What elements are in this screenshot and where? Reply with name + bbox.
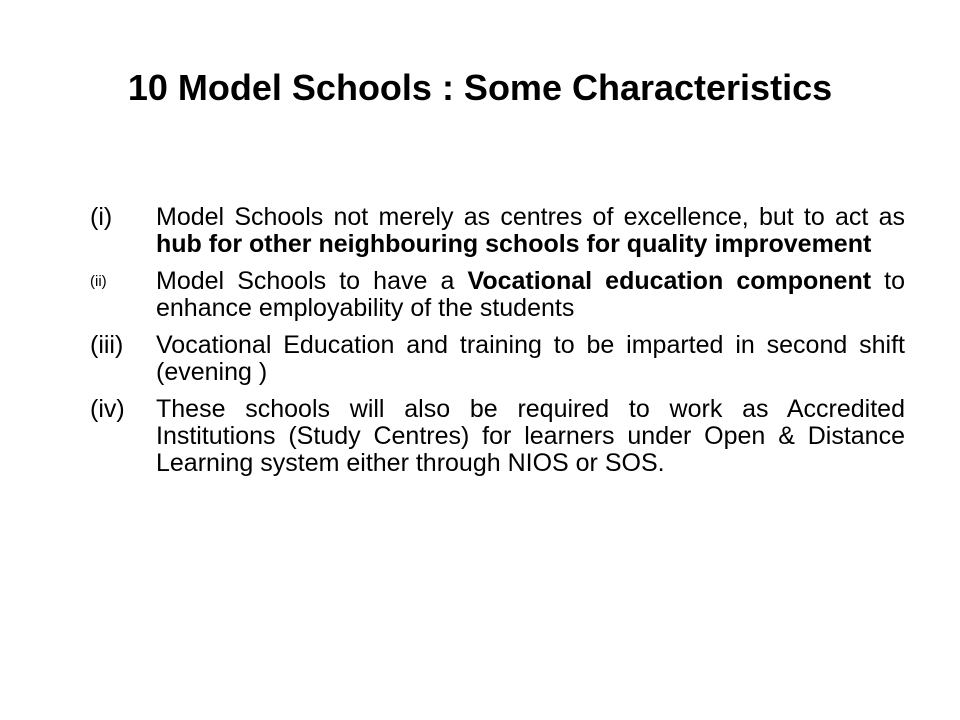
item-text-part: Model Schools not merely as centres of excellence, but to act as — [156, 203, 905, 231]
item-marker: (i) — [90, 203, 113, 231]
item-text — [156, 332, 905, 386]
item-text-bold: hub for other neighbouring schools for quality improvement — [156, 230, 872, 258]
list-item — [90, 332, 905, 386]
item-text-part: These schools will also be required to work as Accredited Institutions (Study Centres) for learners under Open & Distance Learning system either through NIOS or SOS. — [156, 395, 905, 477]
item-text-part: to enhance employability of the students — [156, 267, 905, 322]
characteristics-list — [90, 204, 905, 487]
item-text-bold: Vocational education component — [467, 267, 872, 295]
item-text-part: Vocational Education and training to be imparted in second shift (evening ) — [156, 331, 905, 386]
slide-title: 10 Model Schools : Some Characteristics — [127, 67, 833, 108]
item-text-part: Model Schools to have a — [156, 267, 468, 295]
item-marker: (ii) — [90, 273, 107, 290]
list-item — [90, 204, 905, 258]
item-marker: (iv) — [90, 395, 125, 423]
item-text — [156, 396, 905, 477]
item-text — [156, 204, 905, 258]
list-item — [90, 268, 905, 322]
list-item — [90, 396, 905, 477]
item-marker: (iii) — [90, 331, 124, 359]
item-text — [156, 268, 905, 322]
